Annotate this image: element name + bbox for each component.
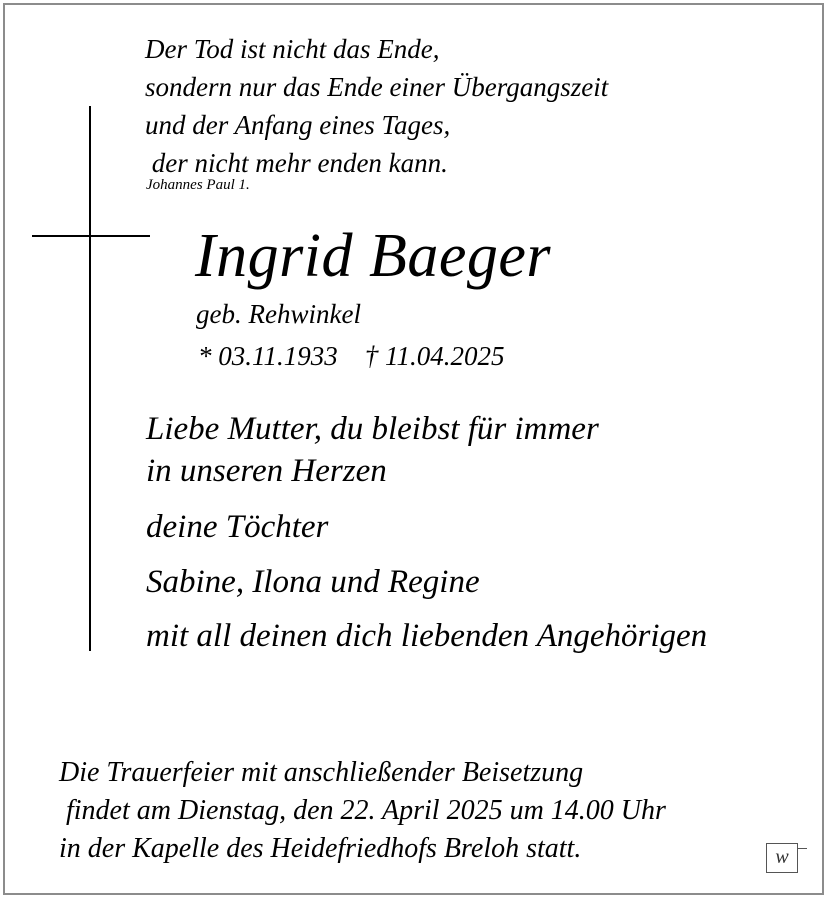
quote-line: und der Anfang eines Tages,: [145, 110, 451, 140]
maiden-name: geb. Rehwinkel: [196, 299, 361, 329]
message-line: Liebe Mutter, du bleibst für immer: [146, 411, 599, 447]
family-daughters-heading: deine Töchter: [146, 509, 329, 545]
quote-line: sondern nur das Ende einer Übergangszeit: [145, 72, 609, 102]
service-line: in der Kapelle des Heidefriedhofs Breloh statt.: [59, 833, 582, 864]
service-line: Die Trauerfeier mit anschließender Beisetzung: [59, 757, 584, 788]
life-dates: * 03.11.1933 † 11.04.2025: [198, 341, 505, 371]
service-line: findet am Dienstag, den 22. April 2025 um 14.00 Uhr: [59, 795, 666, 826]
deceased-name: Ingrid Baeger: [195, 222, 552, 290]
farewell-message: [146, 408, 599, 492]
service-info: [59, 754, 666, 868]
quote-line: der nicht mehr enden kann.: [145, 148, 448, 178]
cross-bar: [32, 235, 150, 237]
quote-block: [145, 30, 608, 182]
family-daughters-names: Sabine, Ilona und Regine: [146, 564, 480, 600]
family-relatives: mit all deinen dich liebenden Angehörigen: [146, 618, 708, 654]
message-line: in unseren Herzen: [146, 453, 387, 489]
quote-author: Johannes Paul 1.: [146, 177, 250, 193]
cross-icon: [89, 106, 91, 651]
logo-tick: [797, 848, 807, 849]
quote-line: Der Tod ist nicht das Ende,: [145, 34, 440, 64]
publisher-logo-icon: w: [766, 843, 798, 873]
